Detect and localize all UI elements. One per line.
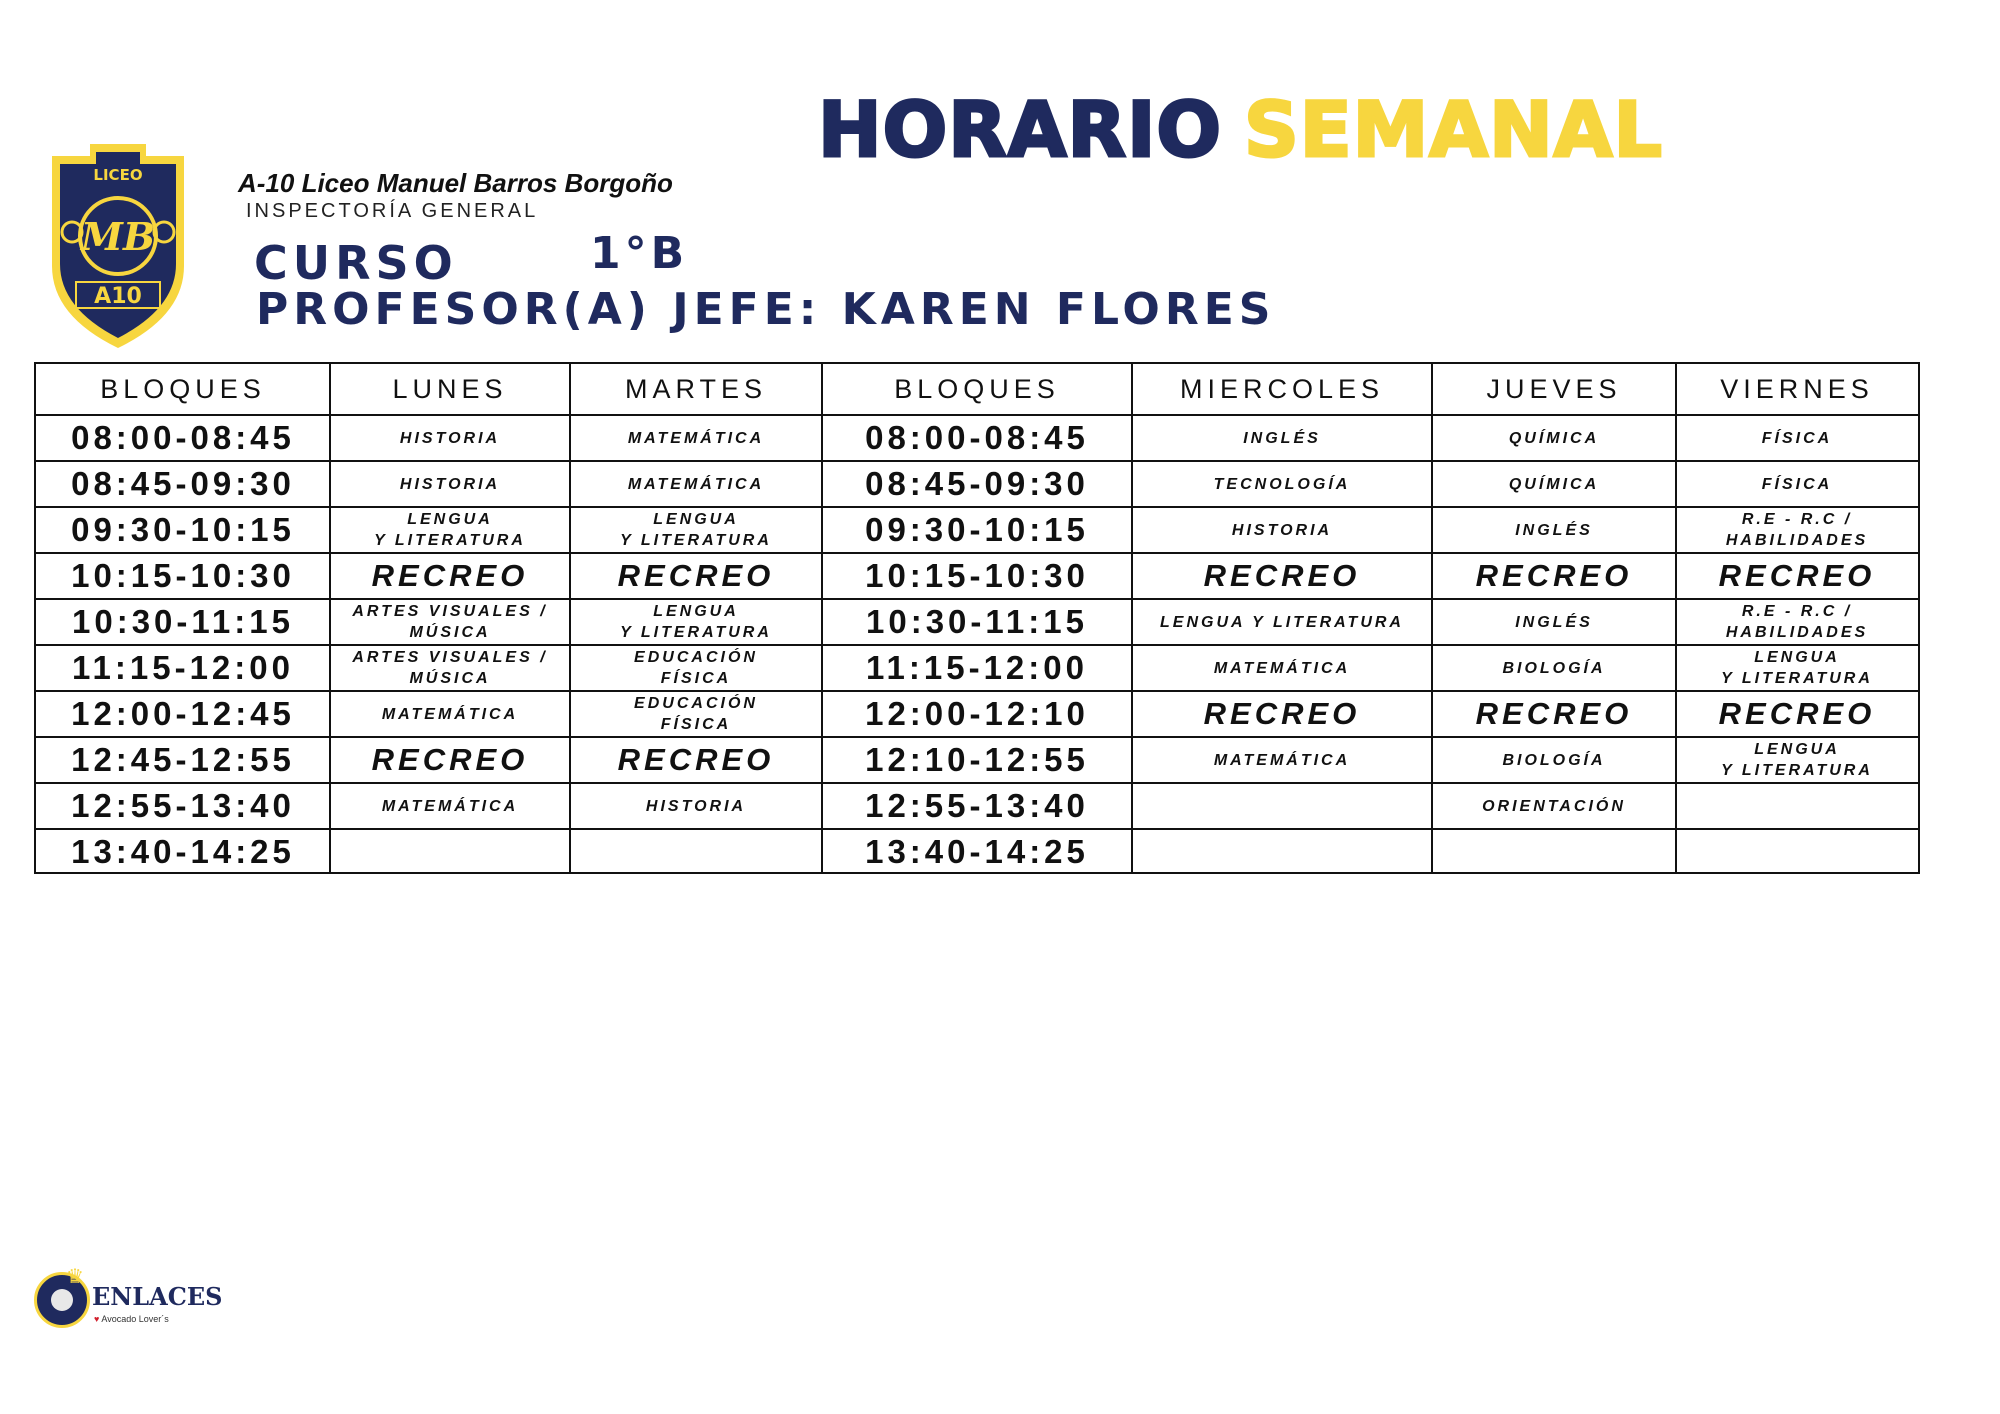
subject-cell: HISTORIA	[399, 429, 501, 447]
column-header: VIERNES	[1720, 374, 1874, 404]
column-header: LUNES	[392, 374, 508, 404]
row-divider	[36, 506, 1918, 508]
subject-cell: ARTES VISUALES / MÚSICA	[352, 649, 548, 687]
subject-cell: ORIENTACIÓN	[1482, 797, 1626, 815]
time-block-cell: 13:40-14:25	[71, 833, 295, 870]
subject-cell: LENGUA Y LITERATURA	[620, 511, 772, 549]
subject-cell: FÍSICA	[1761, 475, 1833, 493]
subject-cell: MATEMÁTICA	[627, 475, 765, 493]
time-block-cell: 13:40-14:25	[865, 833, 1089, 870]
school-name: A-10 Liceo Manuel Barros Borgoño	[238, 168, 673, 198]
crown-icon: ♛	[66, 1266, 84, 1288]
recess-cell: RECREO	[1718, 696, 1876, 731]
enlaces-logo	[34, 1268, 234, 1332]
subject-cell: LENGUA Y LITERATURA	[374, 511, 526, 549]
recess-cell: RECREO	[1475, 696, 1633, 731]
page-title	[818, 85, 1663, 174]
row-divider	[36, 782, 1918, 784]
subject-cell: LENGUA Y LITERATURA	[1721, 649, 1873, 687]
crest-text-top: LICEO	[93, 166, 143, 184]
subject-cell: MATEMÁTICA	[381, 705, 519, 723]
subject-cell: BIOLOGÍA	[1502, 659, 1606, 677]
recess-cell: RECREO	[1718, 558, 1876, 593]
row-divider	[36, 598, 1918, 600]
time-block-cell: 12:10-12:55	[865, 741, 1089, 778]
column-divider	[569, 364, 571, 872]
row-divider	[36, 644, 1918, 646]
subject-cell: INGLÉS	[1243, 429, 1321, 447]
time-block-cell: 08:00-08:45	[865, 419, 1089, 456]
column-divider	[1131, 364, 1133, 872]
subject-cell	[1676, 783, 1918, 829]
subject-cell: EDUCACIÓN FÍSICA	[634, 695, 758, 733]
subject-cell: HISTORIA	[1231, 521, 1333, 539]
subject-cell	[570, 829, 822, 875]
subject-cell: FÍSICA	[1761, 429, 1833, 447]
school-crest-logo	[48, 140, 188, 350]
subject-cell: BIOLOGÍA	[1502, 751, 1606, 769]
row-divider	[36, 552, 1918, 554]
subject-cell: QUÍMICA	[1508, 475, 1600, 493]
column-divider	[821, 364, 823, 872]
enlaces-tagline	[94, 1314, 169, 1324]
time-block-cell: 12:00-12:45	[71, 695, 295, 732]
recess-cell: RECREO	[1203, 696, 1361, 731]
subject-cell: MATEMÁTICA	[1213, 751, 1351, 769]
title-word-semanal: SEMANAL	[1243, 85, 1663, 174]
crest-text-bottom: A10	[94, 284, 142, 309]
subject-cell: R.E - R.C / HABILIDADES	[1725, 603, 1869, 641]
time-block-cell: 10:15-10:30	[865, 557, 1089, 594]
course-value: 1°B	[590, 228, 689, 279]
subject-cell: INGLÉS	[1515, 521, 1593, 539]
enlaces-brand: ENLACES	[92, 1282, 223, 1311]
subject-cell: MATEMÁTICA	[381, 797, 519, 815]
row-divider	[36, 828, 1918, 830]
subject-cell: ARTES VISUALES / MÚSICA	[352, 603, 548, 641]
title-word-horario: HORARIO	[818, 85, 1222, 174]
time-block-cell: 08:45-09:30	[865, 465, 1089, 502]
subject-cell: R.E - R.C / HABILIDADES	[1725, 511, 1869, 549]
subject-cell	[1432, 829, 1676, 875]
column-divider	[1675, 364, 1677, 872]
subject-cell: QUÍMICA	[1508, 429, 1600, 447]
time-block-cell: 12:00-12:10	[865, 695, 1089, 732]
recess-cell: RECREO	[1475, 558, 1633, 593]
schedule-table	[34, 362, 1920, 874]
recess-cell: RECREO	[1203, 558, 1361, 593]
subject-cell: TECNOLOGÍA	[1213, 475, 1351, 493]
row-divider	[36, 414, 1918, 416]
subject-cell: HISTORIA	[399, 475, 501, 493]
crest-monogram: MB	[80, 214, 156, 259]
time-block-cell: 12:45-12:55	[71, 741, 295, 778]
subject-cell: INGLÉS	[1515, 613, 1593, 631]
time-block-cell: 10:30-11:15	[866, 603, 1088, 640]
subject-cell	[1132, 829, 1432, 875]
column-header: BLOQUES	[894, 374, 1060, 404]
recess-cell: RECREO	[617, 558, 775, 593]
subject-cell: LENGUA Y LITERATURA	[620, 603, 772, 641]
row-divider	[36, 736, 1918, 738]
department-name: INSPECTORÍA GENERAL	[246, 200, 539, 222]
time-block-cell: 08:00-08:45	[71, 419, 295, 456]
subject-cell	[1132, 783, 1432, 829]
time-block-cell: 08:45-09:30	[71, 465, 295, 502]
column-divider	[329, 364, 331, 872]
time-block-cell: 11:15-12:00	[866, 649, 1088, 686]
time-block-cell: 09:30-10:15	[865, 511, 1089, 548]
subject-cell: EDUCACIÓN FÍSICA	[634, 649, 758, 687]
time-block-cell: 10:15-10:30	[71, 557, 295, 594]
subject-cell: LENGUA Y LITERATURA	[1160, 613, 1404, 631]
time-block-cell: 11:15-12:00	[72, 649, 294, 686]
subject-cell: MATEMÁTICA	[627, 429, 765, 447]
time-block-cell: 10:30-11:15	[72, 603, 294, 640]
heart-icon: ♥	[94, 1314, 100, 1324]
head-teacher: PROFESOR(A) JEFE: KAREN FLORES	[256, 284, 1276, 335]
time-block-cell: 09:30-10:15	[71, 511, 295, 548]
column-divider	[1431, 364, 1433, 872]
time-block-cell: 12:55-13:40	[71, 787, 295, 824]
subject-cell	[1676, 829, 1918, 875]
subject-cell: MATEMÁTICA	[1213, 659, 1351, 677]
column-header: MIERCOLES	[1179, 374, 1385, 404]
subject-cell: HISTORIA	[645, 797, 747, 815]
time-block-cell: 12:55-13:40	[865, 787, 1089, 824]
tagline-text: Avocado Lover´s	[101, 1314, 169, 1324]
subject-cell	[330, 829, 570, 875]
column-header: JUEVES	[1486, 374, 1622, 404]
recess-cell: RECREO	[617, 742, 775, 777]
column-header: MARTES	[624, 374, 768, 404]
row-divider	[36, 460, 1918, 462]
row-divider	[36, 690, 1918, 692]
subject-cell: LENGUA Y LITERATURA	[1721, 741, 1873, 779]
recess-cell: RECREO	[371, 742, 529, 777]
recess-cell: RECREO	[371, 558, 529, 593]
column-header: BLOQUES	[100, 374, 266, 404]
course-label: CURSO	[254, 236, 458, 290]
